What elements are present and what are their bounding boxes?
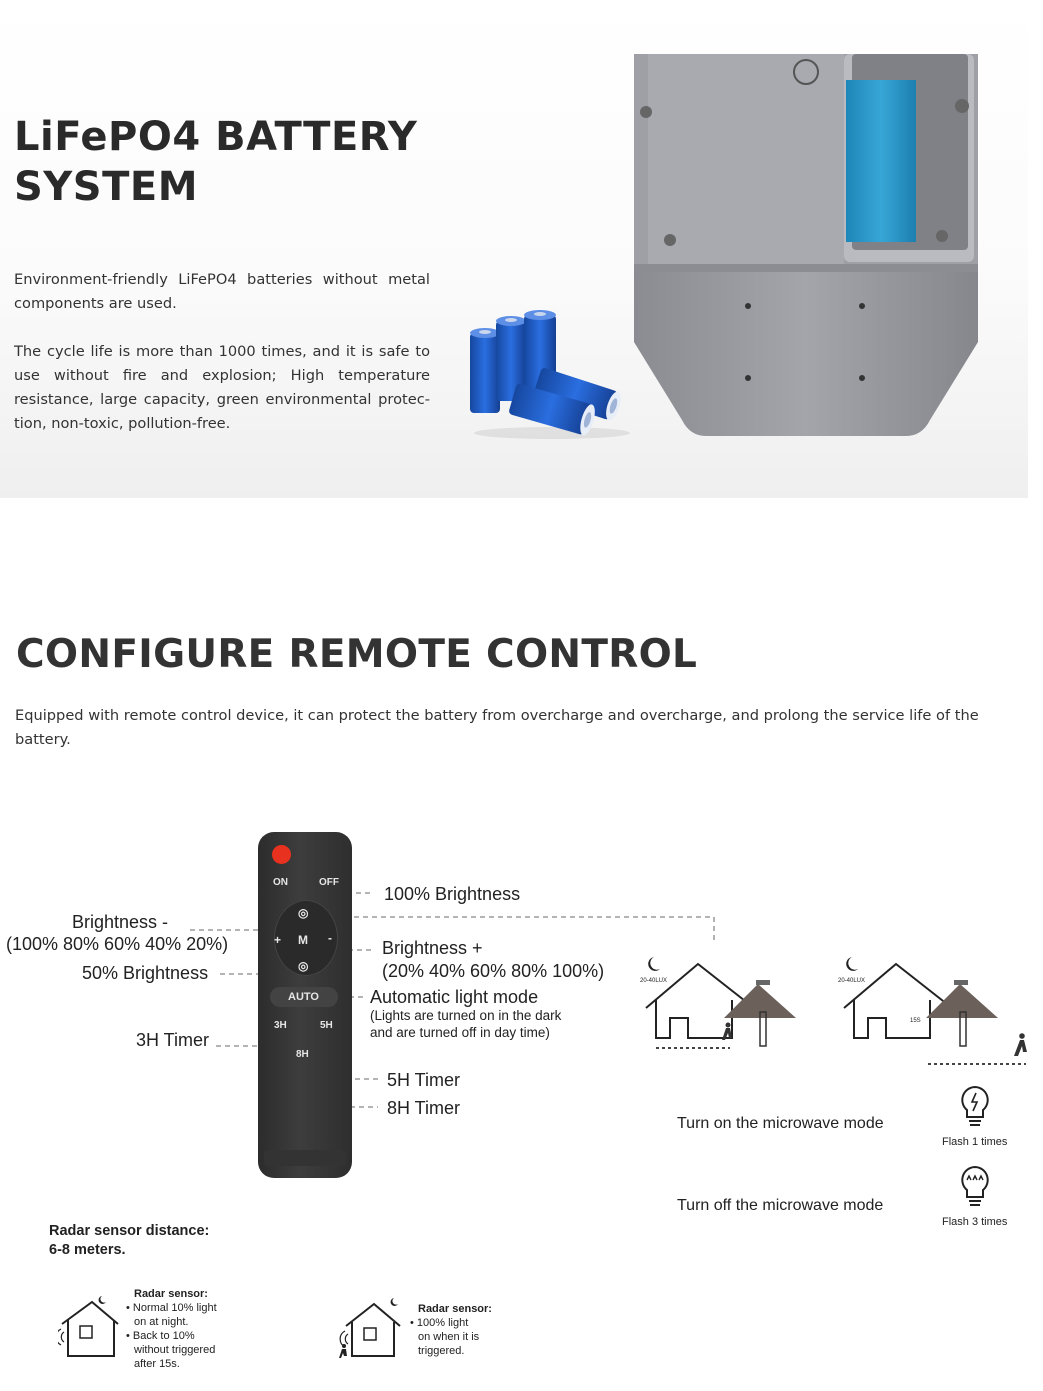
label-brightness-minus-levels: (100% 80% 60% 40% 20%)	[6, 934, 229, 954]
walking-person-icon-2	[1014, 1033, 1027, 1056]
bulb-flash-1-icon	[958, 1084, 992, 1130]
flash-1-label: Flash 1 times	[942, 1136, 1008, 1148]
radar-sensor-2-line-1: • 100% light	[410, 1317, 469, 1329]
lux-label-1: 20-40LUX	[640, 978, 668, 984]
radar-sensor-1-line-2: on at night.	[134, 1316, 189, 1328]
radar-title-line1: Radar sensor distance:	[49, 1223, 210, 1239]
radar-sensor-1-line-5: after 15s.	[134, 1358, 180, 1370]
timer-5h-button[interactable]: 5H	[320, 1020, 333, 1031]
battery-title	[14, 112, 417, 212]
timer-3h-button[interactable]: 3H	[274, 1020, 287, 1031]
label-brightness-minus: Brightness -	[72, 912, 169, 932]
label-timer-3h: 3H Timer	[136, 1030, 210, 1050]
microwave-off-label: Turn off the microwave mode	[677, 1197, 884, 1214]
battery-cells-image	[462, 305, 632, 440]
battery-title-line1: LiFePO4 BATTERY	[14, 114, 418, 160]
radar-title-line2: 6-8 meters.	[49, 1242, 126, 1258]
radar-sensor-2-title: Radar sensor:	[418, 1303, 492, 1315]
full-brightness-button[interactable]: ◎	[298, 906, 309, 920]
battery-paragraph-1: Environment-friendly LiFePO4 batteries without metal components are used.	[14, 271, 430, 312]
label-auto-note-1: (Lights are turned on in the dark	[370, 1008, 562, 1023]
timer-8h-button[interactable]: 8H	[296, 1049, 309, 1060]
power-button[interactable]	[272, 845, 291, 864]
auto-button-label: AUTO	[288, 991, 319, 1003]
radar-sensor-1-line-4: without triggered	[134, 1344, 216, 1356]
label-timer-8h: 8H Timer	[387, 1098, 461, 1118]
label-auto-mode: Automatic light mode	[370, 987, 539, 1007]
off-button[interactable]: OFF	[319, 877, 339, 888]
lamp-housing-image	[630, 52, 982, 442]
lux-label-2: 20-40LUX	[838, 978, 866, 984]
microwave-scene-off	[836, 952, 1036, 1070]
radar-house-2-icon	[338, 1298, 404, 1360]
radar-sensor-2-line-2: on when it is	[418, 1331, 480, 1343]
radar-sensor-2	[410, 1302, 492, 1358]
radar-sensor-1-line-1: • Normal 10% light	[126, 1302, 217, 1314]
radar-sensor-2-line-3: triggered.	[418, 1345, 465, 1357]
label-half-brightness: 50% Brightness	[82, 963, 209, 983]
radar-house-1-icon	[58, 1296, 120, 1360]
label-timer-5h: 5H Timer	[387, 1070, 461, 1090]
radar-sensor-1-title: Radar sensor:	[134, 1288, 208, 1300]
battery-hero	[0, 0, 1028, 498]
label-auto-note-2: and are turned off in day time)	[370, 1025, 550, 1040]
moon-icon	[648, 957, 660, 971]
brightness-minus-button[interactable]: -	[328, 931, 332, 945]
label-brightness-plus: Brightness +	[382, 938, 483, 958]
half-brightness-button[interactable]: ◎	[298, 959, 309, 973]
moon-icon-2	[846, 957, 858, 971]
microwave-scene-on	[636, 952, 806, 1060]
radar-title	[49, 1222, 209, 1260]
on-button[interactable]: ON	[273, 877, 288, 888]
remote-bottom-plate	[264, 1150, 346, 1166]
label-full-brightness: 100% Brightness	[384, 884, 521, 904]
brightness-plus-button[interactable]: +	[274, 933, 282, 947]
timer-15s-label: 15S	[910, 1018, 921, 1024]
microwave-on-label: Turn on the microwave mode	[677, 1115, 884, 1132]
remote-section-title: CONFIGURE REMOTE CONTROL	[16, 632, 698, 677]
bulb-flash-3-icon	[958, 1164, 992, 1210]
remote-section-description: Equipped with remote control device, it can protect the battery from overcharge and overcharge, and prolong the service life of the battery.	[15, 707, 979, 748]
battery-paragraph-2: The cycle life is more than 1000 times, and it is safe to use without fire and explosion; High temperature resistance, large capacity, green environmental protec-tion, non-toxic, pollution-free.	[14, 343, 430, 432]
label-brightness-plus-levels: (20% 40% 60% 80% 100%)	[382, 961, 605, 981]
radar-sensor-1	[126, 1287, 217, 1371]
battery-title-line2: SYSTEM	[14, 164, 198, 210]
flash-3-label: Flash 3 times	[942, 1216, 1008, 1228]
m-button[interactable]: M	[298, 933, 308, 947]
radar-sensor-1-line-3: • Back to 10%	[126, 1330, 195, 1342]
